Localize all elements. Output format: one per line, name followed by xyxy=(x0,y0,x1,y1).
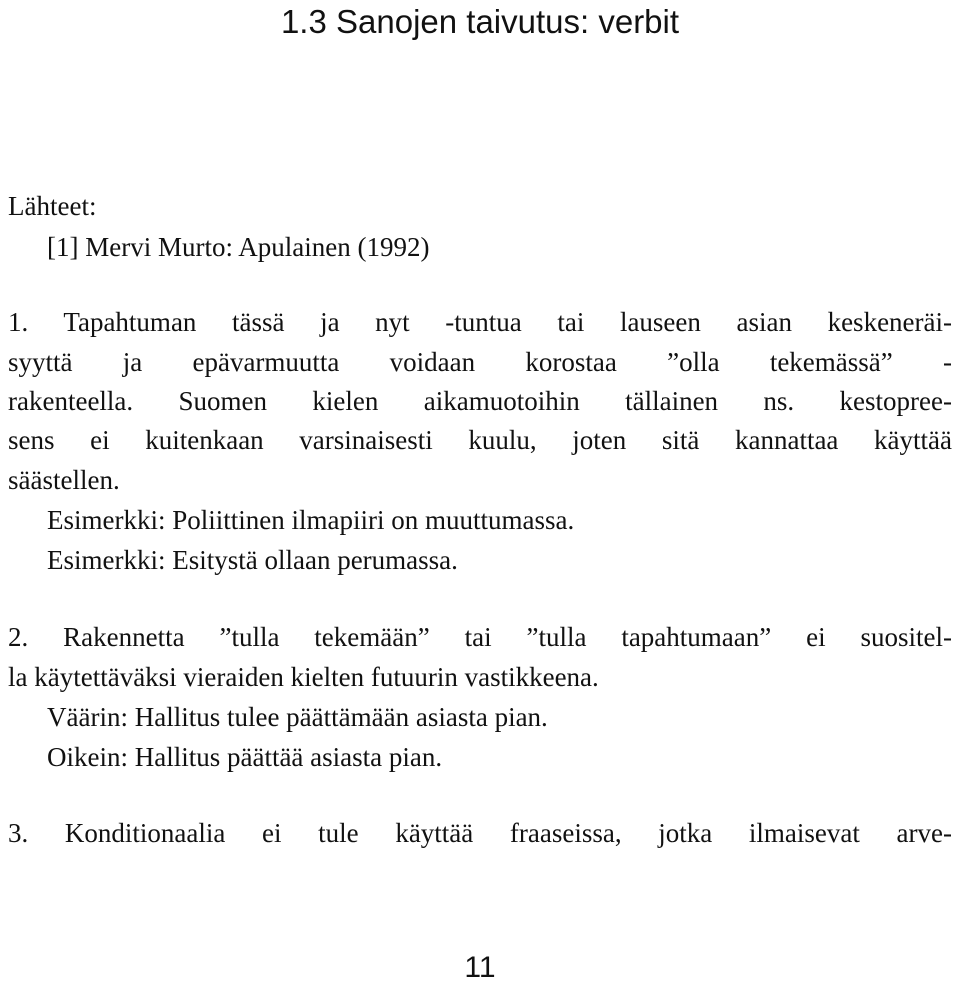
example-line: Esimerkki: Esitystä ollaan perumassa. xyxy=(47,545,458,575)
sources-heading: Lähteet: xyxy=(8,191,97,221)
paragraph-line: syyttä ja epävarmuutta voidaan korostaa ”olla tekemässä” - xyxy=(8,347,952,377)
example-line: Esimerkki: Poliittinen ilmapiiri on muuttumassa. xyxy=(47,505,575,535)
paragraph-line: sens ei kuitenkaan varsinaisesti kuulu, joten sitä kannattaa käyttää xyxy=(8,425,952,455)
paragraph-line: rakenteella. Suomen kielen aikamuotoihin tällainen ns. kestopree- xyxy=(8,386,952,416)
paragraph-line: 3. Konditionaalia ei tule käyttää fraaseissa, jotka ilmaisevat arve- xyxy=(8,818,952,848)
page-title: 1.3 Sanojen taivutus: verbit xyxy=(280,3,680,40)
example-line: Väärin: Hallitus tulee päättämään asiasta pian. xyxy=(47,702,548,732)
example-line: Oikein: Hallitus päättää asiasta pian. xyxy=(47,742,443,772)
paragraph-line: la käytettäväksi vieraiden kielten futuurin vastikkeena. xyxy=(8,662,599,692)
paragraph-line: säästellen. xyxy=(8,465,120,495)
page-number: 11 xyxy=(464,951,496,984)
source-item: [1] Mervi Murto: Apulainen (1992) xyxy=(47,232,430,262)
paragraph-line: 1. Tapahtuman tässä ja nyt -tuntua tai lauseen asian keskeneräi- xyxy=(8,307,952,337)
paragraph-line: 2. Rakennetta ”tulla tekemään” tai ”tulla tapahtumaan” ei suositel- xyxy=(8,622,952,652)
